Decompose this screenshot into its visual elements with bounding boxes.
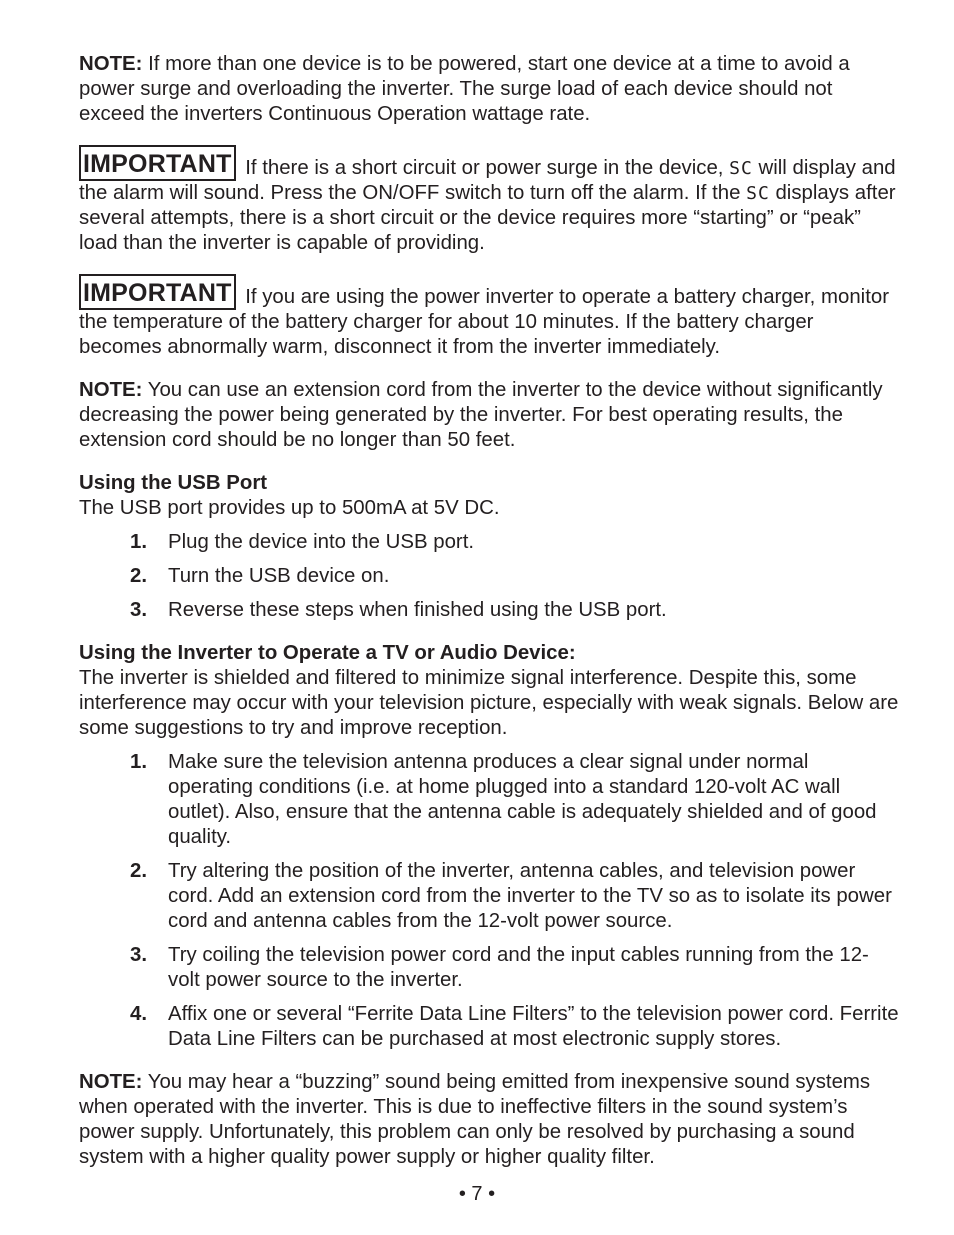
step-number: 3. (130, 944, 148, 966)
important-text: If you are using the power inverter to operate a battery charger, monitor the temperature of the battery charger for about 10 minutes. If the battery charger becomes abnormally warm, disconnect it from the inverter immediately. (79, 286, 890, 358)
note-text: You may hear a “buzzing” sound being emitted from inexpensive sound systems when operated with the inverter. This is due to ineffective filters in the sound system’s power supply. Unfortunately, this problem can only be resolved by purchasing a sound system with a higher quality power supply or higher quality filter. (79, 1071, 871, 1168)
step-number: 3. (130, 599, 148, 621)
step-text: Affix one or several “Ferrite Data Line Filters” to the television power cord. Ferrite Data Line Filters can be purchased at most electronic supply stores. (168, 1003, 899, 1050)
sc-display-code: SC (729, 158, 753, 179)
step-number: 2. (130, 860, 148, 882)
sc-display-code: SC (746, 183, 770, 204)
list-item (79, 530, 899, 555)
manual-page (79, 52, 899, 1188)
usb-intro: The USB port provides up to 500mA at 5V DC. (79, 497, 500, 519)
step-number: 1. (130, 531, 148, 553)
important-badge: IMPORTANT (79, 145, 236, 181)
step-number: 4. (130, 1003, 148, 1025)
note-extension-cord (79, 378, 899, 453)
list-item (79, 1002, 899, 1052)
note-text: You can use an extension cord from the inverter to the device without significantly decreasing the power being generated by the inverter. For best operating results, the extension cord should be no longer than 50 feet. (79, 379, 883, 451)
note-label: NOTE: (79, 53, 143, 75)
important-text-a: If there is a short circuit or power surge in the device, (239, 157, 730, 179)
note-label: NOTE: (79, 379, 143, 401)
step-text: Plug the device into the USB port. (168, 531, 475, 553)
list-item (79, 750, 899, 850)
list-item (79, 943, 899, 993)
list-item (79, 598, 899, 623)
step-text: Turn the USB device on. (168, 565, 390, 587)
important-short-circuit (79, 145, 899, 256)
tv-intro: The inverter is shielded and filtered to minimize signal interference. Despite this, some interference may occur with your television picture, especially with weak signals. Below are some suggestions to try and improve reception. (79, 667, 899, 739)
note-buzzing-sound (79, 1070, 899, 1170)
list-item (79, 859, 899, 934)
step-text: Reverse these steps when finished using the USB port. (168, 599, 667, 621)
important-text-c: displays after several attempts, there is a short circuit or the device requires more “starting” or “peak” load than the inverter is capable of providing. (79, 182, 896, 254)
tv-audio-section (79, 641, 899, 1052)
important-badge: IMPORTANT (79, 274, 236, 310)
important-text-b: will display and the alarm will sound. Press the ON/OFF switch to turn off the alarm. If the (79, 157, 896, 204)
step-text: Try coiling the television power cord and the input cables running from the 12-volt power source to the inverter. (168, 944, 869, 991)
note-power-multiple-devices (79, 52, 899, 127)
important-battery-charger (79, 274, 899, 360)
step-text: Try altering the position of the inverter, antenna cables, and television power cord. Add an extension cord from the inverter to the TV so as to isolate its power cord and antenna cables from the 12-volt power source. (168, 860, 892, 932)
page-number: • 7 • (458, 1183, 496, 1205)
list-item (79, 564, 899, 589)
tv-heading: Using the Inverter to Operate a TV or Audio Device: (79, 642, 576, 664)
step-number: 2. (130, 565, 148, 587)
usb-heading: Using the USB Port (79, 472, 268, 494)
note-label: NOTE: (79, 1071, 143, 1093)
step-text: Make sure the television antenna produces a clear signal under normal operating conditions (i.e. at home plugged into a standard 120-volt AC wall outlet). Also, ensure that the antenna cable is adequately shielded and of good quality. (168, 751, 877, 848)
usb-section (79, 471, 899, 623)
usb-steps-list (79, 530, 899, 623)
tv-steps-list (79, 750, 899, 1052)
step-number: 1. (130, 751, 148, 773)
note-text: If more than one device is to be powered, start one device at a time to avoid a power surge and overloading the inverter. The surge load of each device should not exceed the inverters Continuous Operation wattage rate. (79, 53, 850, 125)
